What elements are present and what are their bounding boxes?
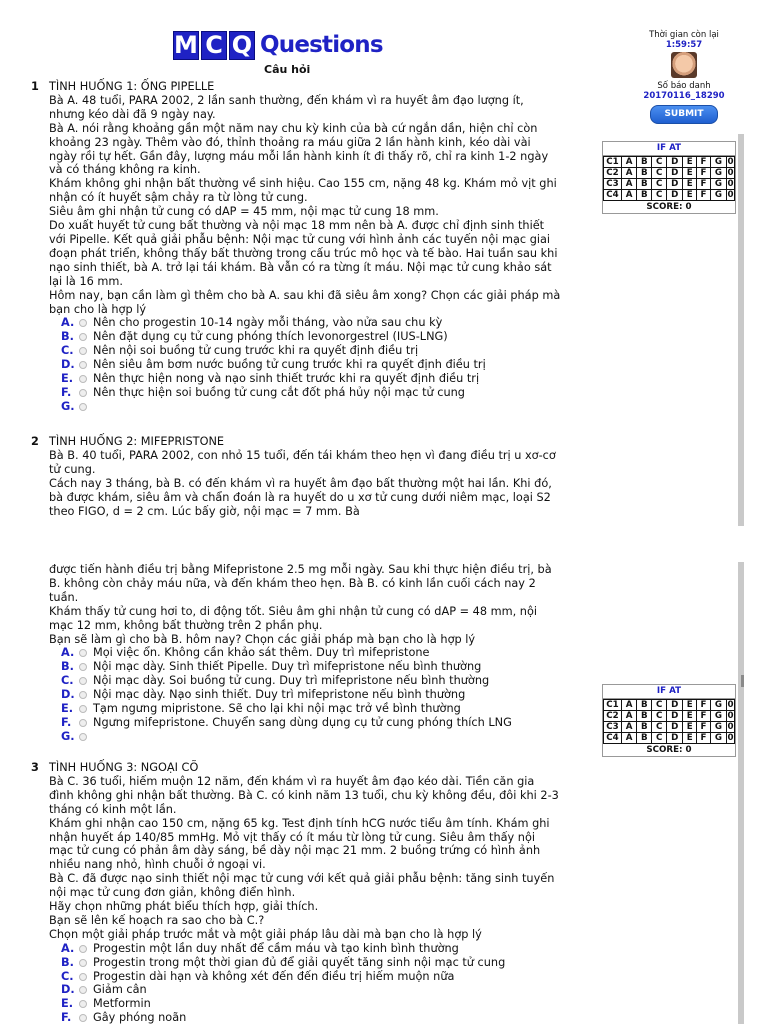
grid-cell[interactable]: E — [683, 700, 697, 711]
row-score: 0 — [727, 711, 734, 721]
option-letter: F. — [61, 385, 72, 399]
question-paragraph: Do xuất huyết tử cung bất thường và nội mạc 18 mm nên bà A. được chỉ định sinh thiết với Pipelle. Kết quả giải phẫu bệnh: Nội mạc tử cung với hình ảnh các tuyến nội mạc giai đoạn phát triển, không thấy bất thường trong cấu trúc mô học và tế bào. Hai tuần sau khi nạo sinh thiết, bà A. trở lại tái khám. Bà vẫn có ra từng ít máu. Nội mạc tử cung khảo sát lại là 16 mm. — [49, 219, 558, 288]
option-f[interactable] — [61, 1011, 561, 1025]
grid-cell[interactable]: G — [710, 168, 726, 179]
scrollbar-thumb[interactable] — [741, 675, 744, 687]
grid-cell[interactable]: B — [637, 190, 652, 201]
radio-button[interactable] — [79, 375, 87, 383]
radio-button[interactable] — [79, 347, 87, 355]
grid-row — [604, 179, 735, 190]
grid-cell[interactable]: F — [697, 722, 711, 733]
grid-cell[interactable]: F — [697, 168, 711, 179]
option-text: Nội mạc dày. Soi buồng tử cung. Duy trì mifepristone nếu bình thường — [93, 674, 490, 688]
option-g[interactable] — [61, 730, 561, 744]
options-list — [61, 646, 561, 743]
row-score: 0 — [727, 700, 734, 710]
grid-cell[interactable]: C — [652, 157, 667, 168]
grid-cell[interactable]: D — [667, 700, 683, 711]
radio-button[interactable] — [79, 733, 87, 741]
grid-table — [603, 156, 735, 201]
option-text: Nên nội soi buồng tử cung trước khi ra quyết định điều trị — [93, 344, 419, 358]
grid-cell[interactable]: D — [667, 179, 683, 190]
row-score: 0 — [727, 722, 734, 732]
option-text: Nên thực hiện nong và nạo sinh thiết trước khi ra quyết định điều trị — [93, 371, 480, 385]
question-paragraph: Hãy chọn những phát biểu thích hợp, giải thích. — [49, 900, 319, 914]
grid-cell[interactable]: B — [637, 722, 652, 733]
grid-cell[interactable]: D — [667, 711, 683, 722]
grid-cell[interactable]: C — [652, 722, 667, 733]
option-text: Nên đặt dụng cụ tử cung phóng thích levonorgestrel (IUS-LNG) — [93, 330, 448, 344]
grid-table — [603, 699, 735, 744]
grid-cell[interactable]: E — [683, 168, 697, 179]
question-2-continued — [31, 563, 561, 744]
submit-button[interactable]: SUBMIT — [650, 105, 718, 124]
grid-cell[interactable]: A — [622, 168, 637, 179]
grid-cell[interactable]: F — [697, 711, 711, 722]
option-text: Progestin dài hạn và không xét đến đến điều trị hiếm muộn nữa — [93, 969, 455, 983]
question-paragraph: Khám thấy tử cung hơi to, di động tốt. Siêu âm ghi nhận tử cung có dAP = 48 mm, nội mạc 12 mm, không bất thường trên 2 phần phụ. — [49, 604, 538, 632]
grid-cell[interactable]: E — [683, 722, 697, 733]
grid-row — [604, 700, 735, 711]
radio-button[interactable] — [79, 973, 87, 981]
option-letter: A. — [61, 646, 75, 660]
option-d[interactable] — [61, 688, 561, 702]
row-label: C2 — [604, 711, 622, 722]
grid-cell[interactable]: A — [622, 190, 637, 201]
grid-cell[interactable]: E — [683, 157, 697, 168]
grid-cell[interactable]: A — [622, 711, 637, 722]
page-break — [0, 526, 768, 560]
grid-cell[interactable]: D — [667, 190, 683, 201]
logo-word: Questions — [260, 32, 383, 58]
question-2 — [31, 435, 561, 518]
question-paragraph: Siêu âm ghi nhận tử cung có dAP = 45 mm, nội mạc tử cung 18 mm. — [49, 205, 439, 219]
avatar — [671, 52, 697, 78]
option-text: Mọi việc ổn. Không cần khảo sát thêm. Duy trì mifepristone — [93, 646, 430, 660]
option-c[interactable] — [61, 344, 561, 358]
grid-cell[interactable]: F — [697, 179, 711, 190]
grid-cell[interactable]: C — [652, 700, 667, 711]
grid-cell[interactable]: D — [667, 168, 683, 179]
option-b[interactable] — [61, 330, 561, 344]
status-panel — [614, 30, 754, 124]
row-score: 0 — [727, 190, 734, 200]
radio-button[interactable] — [79, 663, 87, 671]
radio-button[interactable] — [79, 333, 87, 341]
grid-cell[interactable]: C — [652, 733, 667, 744]
option-text: Nên siêu âm bơm nước buồng tử cung trước khi ra quyết định điều trị — [93, 358, 486, 372]
grid-score: SCORE: 0 — [646, 202, 692, 212]
option-letter: A. — [61, 941, 75, 955]
question-paragraph: Cách nay 3 tháng, bà B. có đến khám vì ra huyết âm đạo bất thường một hai lần. Khi đó, bà được khám, siêu âm và chẩn đoán là ra huyết do u xơ tử cung dưới niêm mạc, loại S2 theo FIGO, d = 2 cm. Lúc bấy giờ, nội mạc = 7 mm. Bà — [49, 476, 552, 518]
question-prompt: Chọn một giải pháp trước mắt và một giải pháp lâu dài mà bạn cho là hợp lý — [49, 927, 482, 941]
radio-button[interactable] — [79, 1000, 87, 1008]
question-number: 2 — [31, 435, 39, 448]
option-text: Progestin một lần duy nhất để cầm máu và tạo kinh bình thường — [93, 941, 459, 955]
grid-cell[interactable]: B — [637, 179, 652, 190]
radio-button[interactable] — [79, 719, 87, 727]
options-list — [61, 316, 561, 413]
option-text: Ngưng mifepristone. Chuyển sang dùng dụng cụ tử cung phóng thích LNG — [93, 715, 512, 729]
option-letter: D. — [61, 358, 75, 372]
row-score: 0 — [727, 179, 734, 189]
question-paragraph: Bà C. đã được nạo sinh thiết nội mạc tử cung với kết quả giải phẫu bệnh: tăng sinh tuyến nội mạc tử cung đơn giản, không điển hình. — [49, 872, 555, 900]
answer-grid — [602, 141, 736, 214]
radio-button[interactable] — [79, 319, 87, 327]
option-c[interactable] — [61, 674, 561, 688]
question-prompt: Hôm nay, bạn cần làm gì thêm cho bà A. sau khi đã siêu âm xong? Chọn các giải pháp mà bạn cho là hợp lý — [49, 288, 561, 316]
question-3 — [31, 761, 561, 1025]
scrollbar-top[interactable] — [738, 134, 744, 526]
grid-cell[interactable]: E — [683, 711, 697, 722]
option-f[interactable] — [61, 716, 561, 730]
option-d[interactable] — [61, 983, 561, 997]
radio-button[interactable] — [79, 361, 87, 369]
grid-cell[interactable]: F — [697, 733, 711, 744]
question-paragraph: Bà C. 36 tuổi, hiếm muộn 12 năm, đến khám vì ra huyết âm đạo kéo dài. Tiền căn gia đình không ghi nhận bất thường. Bà C. có kinh năm 13 tuổi, chu kỳ không đều, đôi khi 2-3 tháng có kinh một lần. — [49, 774, 559, 816]
grid-row — [604, 157, 735, 168]
grid-cell[interactable]: A — [622, 179, 637, 190]
row-label: C2 — [604, 168, 622, 179]
question-paragraph: Bà A. nói rằng khoảng gần một năm nay chu kỳ kinh của bà cứ ngắn dần, hiện chỉ còn khoảng 23 ngày. Thêm vào đó, thỉnh thoảng ra máu giữa 2 lần hành kinh, kéo dài vài ngày rồi tự hết. Gần đây, lượng máu mỗi lần hành kinh ít đi thấy rõ, chỉ ra kinh 1-2 ngày và có tháng không ra kinh. — [49, 121, 549, 177]
grid-title: IF AT — [603, 685, 735, 699]
grid-cell[interactable]: B — [637, 168, 652, 179]
options-list — [61, 942, 561, 1025]
radio-button[interactable] — [79, 945, 87, 953]
logo-letter-c: C — [201, 31, 227, 60]
logo-letter-q: Q — [229, 31, 255, 60]
option-a[interactable] — [61, 646, 561, 660]
grid-cell[interactable]: A — [622, 733, 637, 744]
option-g[interactable] — [61, 400, 561, 414]
option-text: Gây phóng noãn — [93, 1011, 187, 1025]
option-letter: B. — [61, 660, 74, 674]
grid-cell[interactable]: D — [667, 722, 683, 733]
row-label: C4 — [604, 733, 622, 744]
radio-button[interactable] — [79, 691, 87, 699]
option-e[interactable] — [61, 997, 561, 1011]
grid-cell[interactable]: C — [652, 179, 667, 190]
radio-button[interactable] — [79, 705, 87, 713]
option-e[interactable] — [61, 702, 561, 716]
question-paragraph: Khám không ghi nhận bất thường về sinh hiệu. Cao 155 cm, nặng 48 kg. Khám mỏ vịt ghi nhận có ít huyết sậm chảy ra từ lòng tử cung. — [49, 177, 557, 205]
option-letter: F. — [61, 715, 72, 729]
option-text: Progestin trong một thời gian đủ để giải quyết tăng sinh nội mạc tử cung — [93, 955, 506, 969]
student-id-value: 20170116_18290 — [643, 91, 725, 101]
row-score: 0 — [727, 733, 734, 743]
row-label: C4 — [604, 190, 622, 201]
question-paragraph: Bà B. 40 tuổi, PARA 2002, con nhỏ 15 tuổi, đến tái khám theo hẹn vì đang điều trị u xơ-cơ tử cung. — [49, 448, 556, 476]
grid-cell[interactable]: D — [667, 157, 683, 168]
option-a[interactable] — [61, 942, 561, 956]
radio-button[interactable] — [79, 677, 87, 685]
grid-cell[interactable]: F — [697, 157, 711, 168]
grid-cell[interactable]: F — [697, 190, 711, 201]
option-letter: E. — [61, 997, 74, 1011]
option-text: Giảm cân — [93, 983, 147, 997]
option-e[interactable] — [61, 372, 561, 386]
question-title: TÌNH HUỐNG 3: NGOẠI CÕ — [49, 761, 199, 774]
grid-row — [604, 711, 735, 722]
radio-button[interactable] — [79, 959, 87, 967]
question-paragraph: Bà A. 48 tuổi, PARA 2002, 2 lần sanh thường, đến khám vì ra huyết âm đạo lượng ít, nhưng kéo dài đã 9 ngày nay. — [49, 93, 524, 121]
option-text: Metformin — [93, 997, 151, 1011]
option-letter: D. — [61, 688, 75, 702]
grid-cell[interactable]: G — [710, 190, 726, 201]
question-paragraph: Khám ghi nhận cao 150 cm, nặng 65 kg. Test định tính hCG nước tiểu âm tính. Khám ghi nhận huyết áp 140/85 mmHg. Mỏ vịt thấy có ít máu từ lòng tử cung. Siêu âm thấy nội mạc tử cung có phản âm dày sáng, bề dày nội mạc 21 mm. 2 buồng trứng có hình ảnh nhiều nang nhỏ, hình chuỗi ở ngoại vi. — [49, 816, 550, 872]
grid-cell[interactable]: E — [683, 190, 697, 201]
option-letter: E. — [61, 702, 74, 715]
grid-cell[interactable]: C — [652, 190, 667, 201]
option-letter: G. — [61, 729, 75, 743]
option-letter: B. — [61, 330, 74, 344]
question-1 — [31, 80, 561, 414]
time-label: Thời gian còn lại — [649, 30, 719, 40]
option-letter: G. — [61, 399, 75, 413]
grid-row — [604, 168, 735, 179]
option-letter: C. — [61, 969, 74, 983]
answer-grid — [602, 684, 736, 757]
grid-score: SCORE: 0 — [646, 745, 692, 755]
row-label: C1 — [604, 157, 622, 168]
question-paragraph: được tiến hành điều trị bằng Mifepristone 2.5 mg mỗi ngày. Sau khi thực hiện điều trị, bà B. không còn chảy máu nữa, và đến khám theo hẹn. Bà B. có kinh lần cuối cách nay 2 tuần. — [49, 563, 552, 604]
grid-cell[interactable]: B — [637, 733, 652, 744]
radio-button[interactable] — [79, 403, 87, 411]
student-id-label: Số báo danh — [657, 81, 711, 91]
row-label: C3 — [604, 722, 622, 733]
grid-cell[interactable]: C — [652, 168, 667, 179]
row-label: C1 — [604, 700, 622, 711]
question-title: TÌNH HUỐNG 2: MIFEPRISTONE — [49, 435, 225, 448]
grid-cell[interactable]: G — [710, 700, 726, 711]
grid-cell[interactable]: G — [710, 157, 726, 168]
option-letter: C. — [61, 344, 74, 358]
grid-row — [604, 190, 735, 201]
option-b[interactable] — [61, 660, 561, 674]
grid-cell[interactable]: A — [622, 722, 637, 733]
option-b[interactable] — [61, 956, 561, 970]
option-text: Nội mạc dày. Nạo sinh thiết. Duy trì mifepristone nếu bình thường — [93, 688, 466, 702]
scrollbar-bottom[interactable] — [738, 562, 744, 1024]
option-c[interactable] — [61, 970, 561, 984]
question-number: 3 — [31, 761, 39, 774]
question-prompt: Bạn sẽ làm gì cho bà B. hôm nay? Chọn các giải pháp mà bạn cho là hợp lý — [49, 632, 476, 646]
grid-cell[interactable]: G — [710, 722, 726, 733]
grid-title: IF AT — [603, 142, 735, 156]
grid-cell[interactable]: F — [697, 700, 711, 711]
option-text: Nên thực hiện soi buồng tử cung cắt đốt phá hủy nội mạc tử cung — [93, 385, 465, 399]
grid-cell[interactable]: E — [683, 179, 697, 190]
question-title: TÌNH HUỐNG 1: ỐNG PIPELLE — [49, 80, 215, 93]
grid-cell[interactable]: A — [622, 700, 637, 711]
grid-row — [604, 722, 735, 733]
grid-cell[interactable]: A — [622, 157, 637, 168]
option-text: Nội mạc dày. Sinh thiết Pipelle. Duy trì mifepristone nếu bình thường — [93, 660, 482, 674]
option-letter: E. — [61, 371, 74, 385]
option-letter: F. — [61, 1011, 72, 1025]
grid-cell[interactable]: D — [667, 733, 683, 744]
grid-cell[interactable]: C — [652, 711, 667, 722]
grid-cell[interactable]: G — [710, 733, 726, 744]
radio-button[interactable] — [79, 389, 87, 397]
row-label: C3 — [604, 179, 622, 190]
grid-cell[interactable]: G — [710, 179, 726, 190]
option-f[interactable] — [61, 386, 561, 400]
radio-button[interactable] — [79, 1014, 87, 1022]
option-a[interactable] — [61, 316, 561, 330]
row-score: 0 — [727, 168, 734, 178]
page-subtitle: Câu hỏi — [264, 63, 311, 76]
grid-cell[interactable]: E — [683, 733, 697, 744]
radio-button[interactable] — [79, 986, 87, 994]
option-text: Tạm ngưng mipristone. Sẽ cho lại khi nội mạc trở về bình thường — [93, 702, 461, 715]
radio-button[interactable] — [79, 649, 87, 657]
grid-cell[interactable]: B — [637, 711, 652, 722]
option-letter: C. — [61, 674, 74, 688]
option-letter: B. — [61, 955, 74, 969]
option-d[interactable] — [61, 358, 561, 372]
option-text: Nên cho progestin 10-14 ngày mỗi tháng, vào nửa sau chu kỳ — [93, 316, 443, 330]
countdown-timer: 1:59:57 — [665, 40, 703, 50]
grid-row — [604, 733, 735, 744]
grid-cell[interactable]: B — [637, 700, 652, 711]
mcq-logo — [173, 30, 383, 60]
grid-cell[interactable]: G — [710, 711, 726, 722]
row-score: 0 — [727, 157, 734, 167]
option-letter: D. — [61, 983, 75, 997]
logo-letter-m: M — [174, 31, 198, 59]
question-number: 1 — [31, 80, 39, 93]
option-letter: A. — [61, 316, 75, 330]
question-paragraph: Bạn sẽ lên kế hoạch ra sao cho bà C.? — [49, 913, 265, 927]
grid-cell[interactable]: B — [637, 157, 652, 168]
